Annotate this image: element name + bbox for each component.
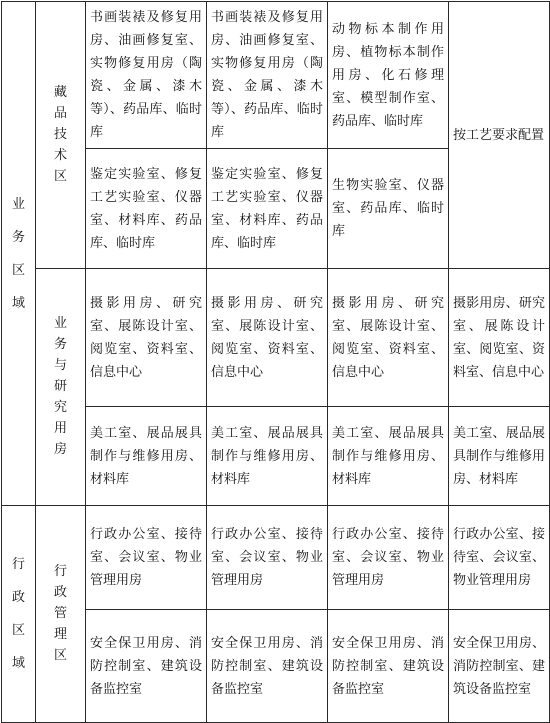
table-cell: 行政办公室、接待室、会议室、物业管理用房 (449, 506, 550, 610)
table-cell: 动物标本制作用房、植物标本制作用房、化石修理室、模型制作室、药品库、临时库 (328, 2, 449, 149)
table-cell: 行政办公室、接待室、会议室、物业管理用房 (328, 506, 449, 610)
table-cell: 安全保卫用房、消防控制室、建筑设备监控室 (449, 610, 550, 723)
table-cell: 美工室、展品展具制作与维修用房、材料库 (328, 407, 449, 506)
table-cell: 安全保卫用房、消防控制室、建筑设备监控室 (86, 610, 207, 723)
table-cell: 美工室、展品展具制作与维修用房、材料库 (207, 407, 328, 506)
table-cell: 鉴定实验室、修复工艺实验室、仪器室、材料库、药品库、临时库 (207, 149, 328, 269)
table-cell: 行政办公室、接待室、会议室、物业管理用房 (86, 506, 207, 610)
table-cell: 安全保卫用房、消防控制室、建筑设备监控室 (207, 610, 328, 723)
sub-area-label-admin-mgmt: 行政管理区 (36, 506, 86, 723)
sub-area-label-business-research: 业务与研究用房 (36, 269, 86, 506)
area-label-business: 业务区域 (2, 2, 36, 506)
table-cell: 生物实验室、仪器室、药品库、临时库 (328, 149, 449, 269)
table-cell: 摄影用房、研究室、展陈设计室、阅览室、资料室、信息中心 (449, 269, 550, 407)
table-row (2, 2, 550, 149)
table-row (2, 506, 550, 610)
table-cell: 鉴定实验室、修复工艺实验室、仪器室、材料库、药品库、临时库 (86, 149, 207, 269)
area-label-admin: 行政区域 (2, 506, 36, 723)
table-cell: 书画装裱及修复用房、油画修复室、实物修复用房（陶瓷、金属、漆木等）、药品库、临时库 (86, 2, 207, 149)
table-cell: 美工室、展品展具制作与维修用房、材料库 (449, 407, 550, 506)
table-cell-merged: 按工艺要求配置 (449, 2, 550, 269)
room-allocation-table (1, 1, 550, 723)
table-cell: 行政办公室、接待室、会议室、物业管理用房 (207, 506, 328, 610)
table-cell: 安全保卫用房、消防控制室、建筑设备监控室 (328, 610, 449, 723)
sub-area-label-collection-tech: 藏品技术区 (36, 2, 86, 269)
table-cell: 美工室、展品展具制作与维修用房、材料库 (86, 407, 207, 506)
table-cell: 摄影用房、研究室、展陈设计室、阅览室、资料室、信息中心 (86, 269, 207, 407)
table-row (2, 269, 550, 407)
table-cell: 书画装裱及修复用房、油画修复室、实物修复用房（陶瓷、金属、漆木等）、药品库、临时库 (207, 2, 328, 149)
table-cell: 摄影用房、研究室、展陈设计室、阅览室、资料室、信息中心 (328, 269, 449, 407)
table-cell: 摄影用房、研究室、展陈设计室、阅览室、资料室、信息中心 (207, 269, 328, 407)
